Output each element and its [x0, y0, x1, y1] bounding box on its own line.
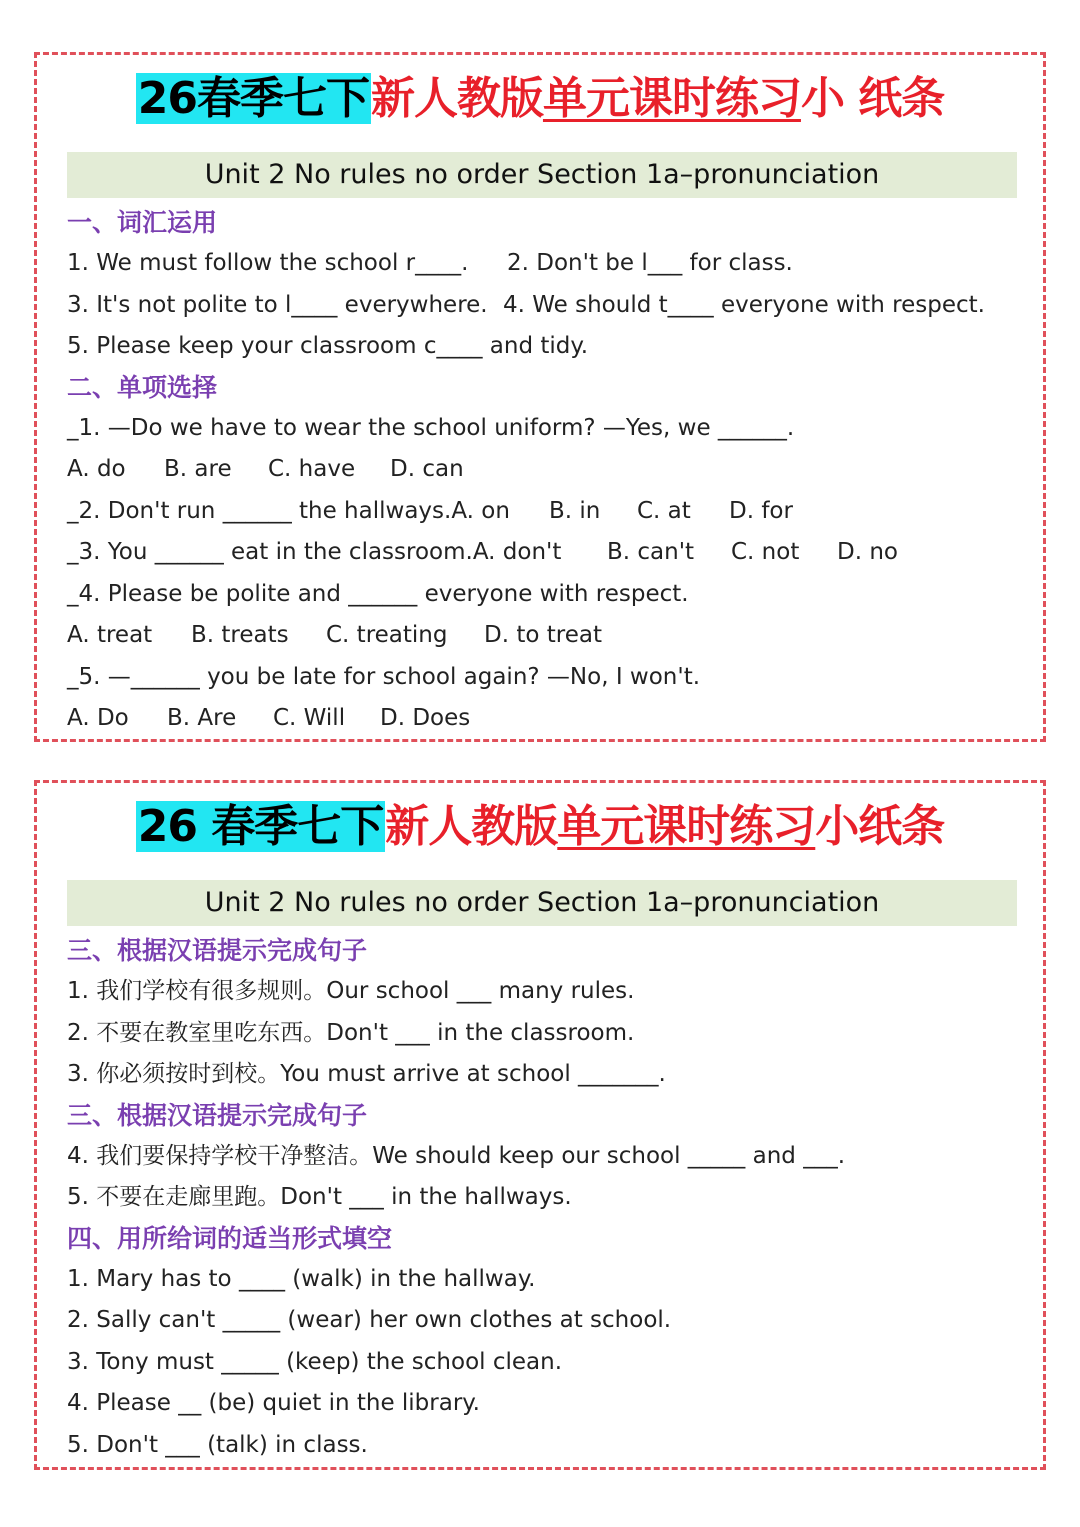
- worksheet-card-1: [34, 52, 1046, 742]
- unit-subtitle: Unit 2 No rules no order Section 1a–pronunciation: [67, 152, 1017, 198]
- translation-q3: 3. 你必须按时到校。You must arrive at school _______.: [67, 1061, 666, 1087]
- unit-subtitle: Unit 2 No rules no order Section 1a–pronunciation: [67, 880, 1017, 926]
- card-title: [37, 795, 1043, 859]
- option: C. Will: [273, 705, 346, 731]
- translation-q5: 5. 不要在走廊里跑。Don't ___ in the hallways.: [67, 1184, 572, 1210]
- option: B. Are: [167, 705, 237, 731]
- translation-q4: 4. 我们要保持学校干净整洁。We should keep our school _____ and ___.: [67, 1142, 846, 1169]
- option: C. at: [637, 497, 691, 524]
- mc-q1: _1. —Do we have to wear the school uniform? —Yes, we ______.: [67, 414, 795, 441]
- option: A. treat: [67, 622, 153, 648]
- card-title: [37, 67, 1043, 131]
- translation-q1: 1. 我们学校有很多规则。Our school ___ many rules.: [67, 978, 635, 1004]
- title-end: 小 纸条: [800, 73, 945, 124]
- vocab-q2: 2. Don't be l___ for class.: [507, 250, 793, 276]
- title-highlight: 26 春季七下: [137, 801, 384, 852]
- mc-q4: _4. Please be polite and ______ everyone with respect.: [67, 580, 689, 607]
- word-form-q3: 3. Tony must _____ (keep) the school clean.: [67, 1348, 563, 1375]
- option: C. treating: [326, 622, 448, 648]
- option: D. can: [390, 456, 464, 482]
- mc-q5-options: [67, 698, 1023, 740]
- exercise-line: [67, 285, 1023, 327]
- option: D. Does: [380, 705, 471, 731]
- option: D. to treat: [484, 622, 602, 648]
- card-body: [67, 203, 1023, 740]
- word-form-q4: 4. Please __ (be) quiet in the library.: [67, 1390, 480, 1416]
- worksheet-card-2: [34, 780, 1046, 1470]
- mc-q5: _5. —______ you be late for school again? —No, I won't.: [67, 663, 701, 690]
- option: B. can't: [607, 539, 695, 565]
- title-highlight: 26春季七下: [137, 73, 369, 124]
- option: B. in: [549, 497, 601, 524]
- section-heading-multiple-choice: 二、单项选择: [67, 372, 218, 402]
- option: D. for: [729, 497, 793, 524]
- title-publisher: 新人教版: [370, 73, 543, 124]
- mc-q1-options: [67, 449, 1023, 491]
- section-heading-vocabulary: 一、词汇运用: [67, 208, 218, 237]
- option: C. not: [731, 539, 800, 565]
- translation-q2: 2. 不要在教室里吃东西。Don't ___ in the classroom.: [67, 1019, 635, 1046]
- section-heading-translation-continued: 三、根据汉语提示完成句子: [67, 1100, 368, 1130]
- title-end: 小纸条: [815, 801, 945, 852]
- vocab-q1: 1. We must follow the school r____.: [67, 250, 469, 276]
- option: A. do: [67, 456, 126, 482]
- mc-q4-options: [67, 615, 1023, 657]
- option: D. no: [837, 539, 898, 565]
- word-form-q5: 5. Don't ___ (talk) in class.: [67, 1431, 368, 1458]
- vocab-q4: 4. We should t____ everyone with respect.: [503, 291, 985, 318]
- word-form-q2: 2. Sally can't _____ (wear) her own clothes at school.: [67, 1307, 672, 1333]
- option: B. are: [164, 456, 232, 482]
- title-underlined: 单元课时练习: [542, 73, 801, 124]
- section-heading-word-forms: 四、用所给词的适当形式填空: [67, 1223, 393, 1253]
- question-text: _3. You ______ eat in the classroom.A. don't: [67, 539, 562, 565]
- card-body: [67, 931, 1023, 1466]
- question-text: _2. Don't run ______ the hallways.A. on: [67, 497, 510, 524]
- title-publisher: 新人教版: [385, 801, 558, 852]
- option: B. treats: [191, 622, 289, 648]
- option: C. have: [268, 456, 356, 482]
- vocab-q3: 3. It's not polite to l____ everywhere.: [67, 291, 488, 318]
- section-heading-translation: 三、根据汉语提示完成句子: [67, 936, 368, 965]
- word-form-q1: 1. Mary has to ____ (walk) in the hallway.: [67, 1265, 536, 1292]
- title-underlined: 单元课时练习: [557, 801, 816, 852]
- option: A. Do: [67, 705, 129, 731]
- mc-q3: [67, 532, 1023, 574]
- exercise-line: [67, 243, 1023, 285]
- vocab-q5: 5. Please keep your classroom c____ and tidy.: [67, 333, 589, 359]
- mc-q2: [67, 491, 1023, 533]
